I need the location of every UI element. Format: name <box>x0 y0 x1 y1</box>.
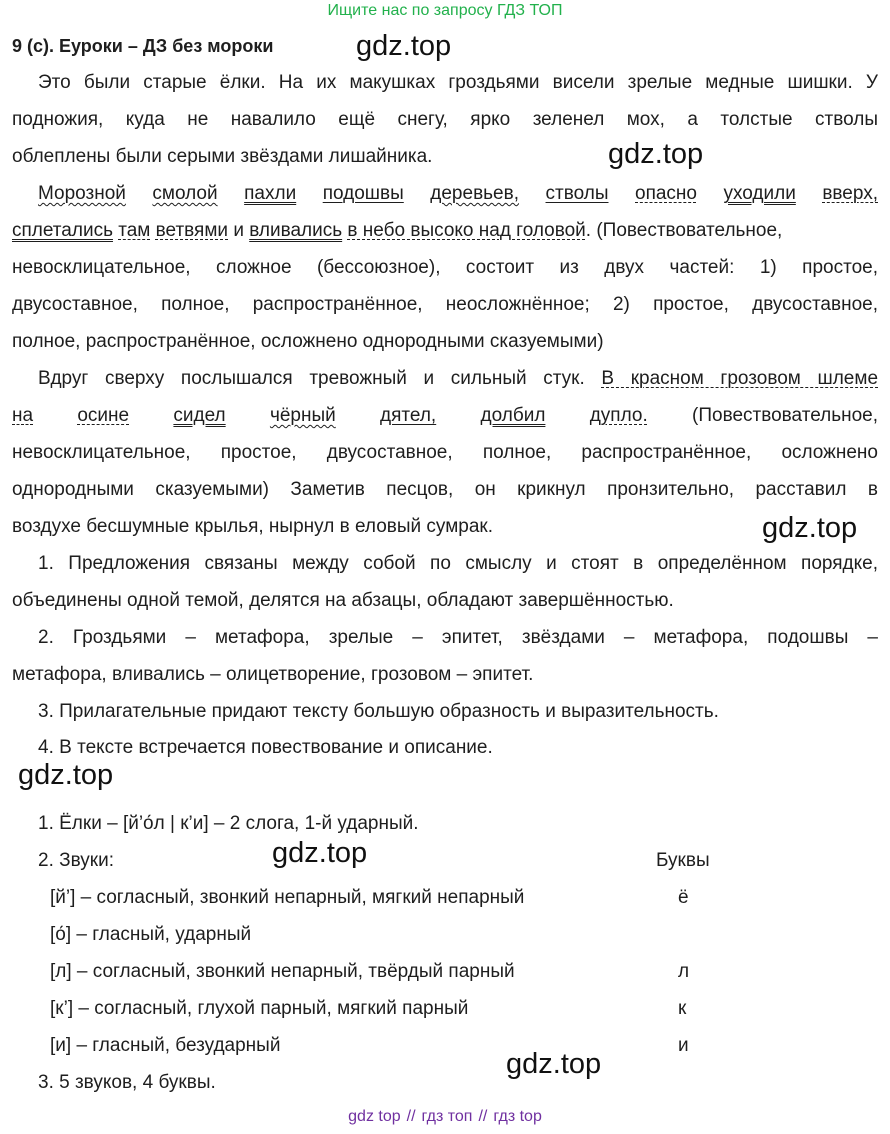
text-line: подножия, куда не навалило ещё снегу, ярко зеленел мох, а толстые стволы <box>12 109 878 130</box>
parsed-sentence-line <box>12 218 878 244</box>
watermark: gdz.top <box>272 837 368 869</box>
parsed-word: пахли <box>244 183 297 204</box>
parsed-word: осине <box>77 405 130 426</box>
sound-description: [и] – гласный, безударный <box>50 1035 281 1056</box>
answer-item: 2. Гроздьями – метафора, зрелые – эпитет, звёздами – метафора, подошвы – <box>38 627 878 648</box>
sound-description: [й’] – согласный, звонкий непарный, мягкий непарный <box>50 887 525 908</box>
exercise-title: 9 (с). Еуроки – ДЗ без мороки <box>12 36 274 56</box>
parsed-word: дятел, <box>380 405 437 426</box>
parsed-word: ветвями <box>155 220 229 241</box>
parsed-word: стволы <box>545 183 609 204</box>
sound-letter: и <box>678 1035 689 1056</box>
parsed-word: деревьев, <box>430 183 520 204</box>
parsed-word: вверх, <box>822 183 879 204</box>
parsed-word: сплетались <box>12 220 113 241</box>
answer-item: 4. В тексте встречается повествование и описание. <box>38 737 493 758</box>
parsed-word: опасно <box>635 183 697 204</box>
parsed-word: уходили <box>723 183 796 204</box>
sound-letter: к <box>678 998 687 1019</box>
footer-link[interactable]: гдз top <box>493 1108 542 1125</box>
text-fragment: Вдруг сверху послышался тревожный и сильный стук. <box>38 368 585 389</box>
text-line: двусоставное, полное, распространённое, неосложнённое; 2) простое, двусоставное, <box>12 294 878 315</box>
parsed-word: там <box>118 220 151 241</box>
answer-item: объединены одной темой, делятся на абзацы, обладают завершённостью. <box>12 590 674 611</box>
phonetic-item: 1. Ёлки – [й’о́л | к’и] – 2 слога, 1-й ударный. <box>38 813 419 834</box>
parsed-word: Морозной <box>38 183 126 204</box>
sound-letter: ё <box>678 887 689 908</box>
parsed-word: на <box>12 405 34 426</box>
text-line: воздухе бесшумные крылья, нырнул в еловый сумрак. <box>12 516 493 537</box>
sound-description: [о́] – гласный, ударный <box>50 924 252 945</box>
answer-item: 3. Прилагательные придают тексту большую образность и выразительность. <box>38 701 719 722</box>
parsed-word: в небо высоко над головой <box>347 220 586 241</box>
phonetic-item: 2. Звуки: <box>38 850 114 871</box>
text-line: невосклицательное, сложное (бессоюзное), состоит из двух частей: 1) простое, <box>12 257 878 278</box>
text-line: Это были старые ёлки. На их макушках гроздьями висели зрелые медные шишки. У <box>38 72 878 93</box>
parsed-word: смолой <box>152 183 218 204</box>
answer-item: метафора, вливались – олицетворение, грозовом – эпитет. <box>12 664 534 685</box>
text-line: полное, распространённое, осложнено однородными сказуемыми) <box>12 331 604 352</box>
parsed-sentence-line <box>38 181 878 207</box>
footer-separator: // <box>406 1108 416 1125</box>
parsed-word: чёрный <box>269 405 336 426</box>
footer-link[interactable]: гдз топ <box>421 1108 473 1125</box>
text-line: облеплены были серыми звёздами лишайника. <box>12 146 433 167</box>
footer-links <box>0 1108 890 1126</box>
search-banner[interactable]: Ищите нас по запросу ГДЗ ТОП <box>327 2 563 19</box>
sound-letter: л <box>678 961 690 982</box>
parsed-word: вливались <box>249 220 343 241</box>
watermark: gdz.top <box>608 138 704 170</box>
watermark: gdz.top <box>762 512 858 544</box>
analysis-text: . (Повествовательное, <box>585 220 783 241</box>
phonetic-item: 3. 5 звуков, 4 буквы. <box>38 1072 216 1093</box>
answer-item: 1. Предложения связаны между собой по смыслу и стоят в определённом порядке, <box>38 553 878 574</box>
watermark: gdz.top <box>506 1048 602 1080</box>
parsed-phrase: В красном грозовом шлеме <box>601 368 879 389</box>
watermark: gdz.top <box>356 30 452 62</box>
parsed-word: долбил <box>480 405 546 426</box>
parsed-sentence-line <box>12 403 878 429</box>
parsed-word: сидел <box>173 405 226 426</box>
letters-header: Буквы <box>656 850 710 871</box>
parsed-word: и <box>233 220 244 241</box>
parsed-word: дупло. <box>589 405 648 426</box>
footer-separator: // <box>478 1108 488 1125</box>
parsed-sentence-line <box>38 366 878 392</box>
analysis-text: (Повествовательное, <box>692 405 879 426</box>
text-line: невосклицательное, простое, двусоставное, полное, распространённое, осложнено <box>12 442 878 463</box>
footer-link[interactable]: gdz top <box>348 1108 401 1125</box>
sound-description: [л] – согласный, звонкий непарный, твёрдый парный <box>50 961 515 982</box>
sound-description: [к’] – согласный, глухой парный, мягкий парный <box>50 998 469 1019</box>
text-line: однородными сказуемыми) Заметив песцов, он крикнул пронзительно, расставил в <box>12 479 878 500</box>
watermark: gdz.top <box>18 759 114 791</box>
parsed-word: подошвы <box>322 183 404 204</box>
